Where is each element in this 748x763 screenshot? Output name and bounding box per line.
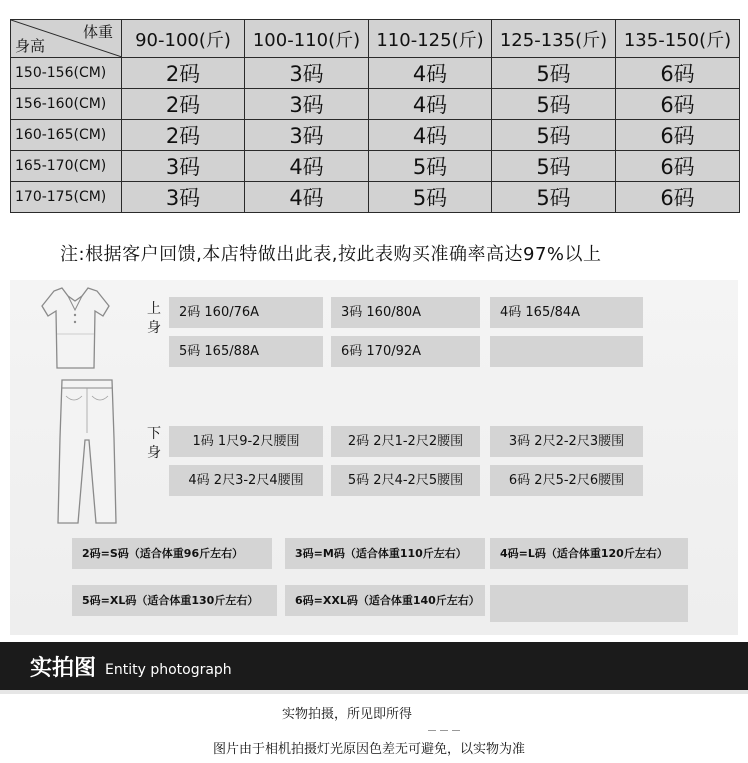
bottom-size-chip: 4码 2尺3-2尺4腰围 xyxy=(169,465,323,496)
pants-icon xyxy=(56,378,118,528)
table-row xyxy=(11,151,740,182)
table-row xyxy=(11,182,740,213)
bottom-size-chip: 2码 2尺1-2尺2腰围 xyxy=(331,426,480,457)
size-cell: 4码 xyxy=(369,89,492,120)
table-row xyxy=(11,120,740,151)
height-cell: 170-175(CM) xyxy=(11,182,122,213)
table-row xyxy=(11,89,740,120)
top-label xyxy=(146,300,162,338)
size-detail-panel xyxy=(10,280,738,635)
height-cell: 165-170(CM) xyxy=(11,151,122,182)
size-cell: 6码 xyxy=(616,182,740,213)
size-cell: 6码 xyxy=(616,58,740,89)
size-cell: 4码 xyxy=(245,151,369,182)
size-cell: 6码 xyxy=(616,151,740,182)
top-label-char: 身 xyxy=(147,320,161,336)
weight-header: 125-135(斤) xyxy=(492,20,616,58)
top-size-chip: 2码 160/76A xyxy=(169,297,323,328)
size-cell: 5码 xyxy=(492,58,616,89)
size-map-chip: 2码=S码（适合体重96斤左右） xyxy=(72,538,272,569)
bottom-label xyxy=(146,425,162,463)
shirt-icon xyxy=(40,284,110,372)
size-cell: 3码 xyxy=(245,89,369,120)
size-cell: 6码 xyxy=(616,120,740,151)
size-cell: 4码 xyxy=(245,182,369,213)
size-map-chip: 3码=M码（适合体重110斤左右） xyxy=(285,538,485,569)
caption-color-disclaimer: 图片由于相机拍摄灯光原因色差无可避免，以实物为准 xyxy=(213,742,526,757)
top-size-chip: 3码 160/80A xyxy=(331,297,480,328)
caption-real-shot: 实物拍摄，所见即所得 xyxy=(282,707,413,722)
table-header-row xyxy=(11,20,740,58)
top-size-chip: 6码 170/92A xyxy=(331,336,480,367)
banner-title-cn: 实拍图 xyxy=(30,656,97,681)
height-cell: 156-160(CM) xyxy=(11,89,122,120)
top-label-char: 上 xyxy=(147,301,161,317)
height-cell: 150-156(CM) xyxy=(11,58,122,89)
size-map-chip: 5码=XL码（适合体重130斤左右） xyxy=(72,585,277,616)
top-size-chip: 5码 165/88A xyxy=(169,336,323,367)
size-cell: 2码 xyxy=(122,120,245,151)
size-cell: 5码 xyxy=(492,182,616,213)
empty-chip xyxy=(490,585,688,622)
size-cell: 5码 xyxy=(492,89,616,120)
size-cell: 3码 xyxy=(122,182,245,213)
size-map-chip: 6码=XXL码（适合体重140斤左右） xyxy=(285,585,485,616)
weight-axis-label: 体重 xyxy=(82,23,113,41)
size-cell: 5码 xyxy=(492,120,616,151)
size-note: 注:根据客户回馈,本店特做出此表,按此表购买准确率高达97%以上 xyxy=(60,244,602,265)
height-axis-label: 身高 xyxy=(15,37,46,55)
size-cell: 5码 xyxy=(369,182,492,213)
size-cell: 4码 xyxy=(369,120,492,151)
bottom-size-chip: 3码 2尺2-2尺3腰围 xyxy=(490,426,643,457)
empty-chip xyxy=(490,336,643,367)
size-cell: 3码 xyxy=(245,58,369,89)
weight-header: 100-110(斤) xyxy=(245,20,369,58)
size-cell: 5码 xyxy=(492,151,616,182)
size-cell: 3码 xyxy=(245,120,369,151)
bottom-size-chip: 6码 2尺5-2尺6腰围 xyxy=(490,465,643,496)
photo-section-banner xyxy=(0,642,748,690)
size-cell: 6码 xyxy=(616,89,740,120)
bottom-label-char: 下 xyxy=(147,426,161,442)
weight-header: 135-150(斤) xyxy=(616,20,740,58)
bottom-size-chip: 5码 2尺4-2尺5腰围 xyxy=(331,465,480,496)
bottom-size-chip: 1码 1尺9-2尺腰围 xyxy=(169,426,323,457)
size-chart-table xyxy=(10,19,740,213)
faint-dashes xyxy=(428,716,468,718)
banner-underline xyxy=(0,690,748,694)
table-row xyxy=(11,58,740,89)
size-cell: 2码 xyxy=(122,58,245,89)
size-cell: 3码 xyxy=(122,151,245,182)
bottom-label-char: 身 xyxy=(147,445,161,461)
size-cell: 2码 xyxy=(122,89,245,120)
height-cell: 160-165(CM) xyxy=(11,120,122,151)
top-size-chip: 4码 165/84A xyxy=(490,297,643,328)
weight-header: 90-100(斤) xyxy=(122,20,245,58)
weight-header: 110-125(斤) xyxy=(369,20,492,58)
size-cell: 4码 xyxy=(369,58,492,89)
size-map-chip: 4码=L码（适合体重120斤左右） xyxy=(490,538,688,569)
banner-title-en: Entity photograph xyxy=(105,662,232,678)
table-corner-cell xyxy=(11,20,122,58)
size-cell: 5码 xyxy=(369,151,492,182)
